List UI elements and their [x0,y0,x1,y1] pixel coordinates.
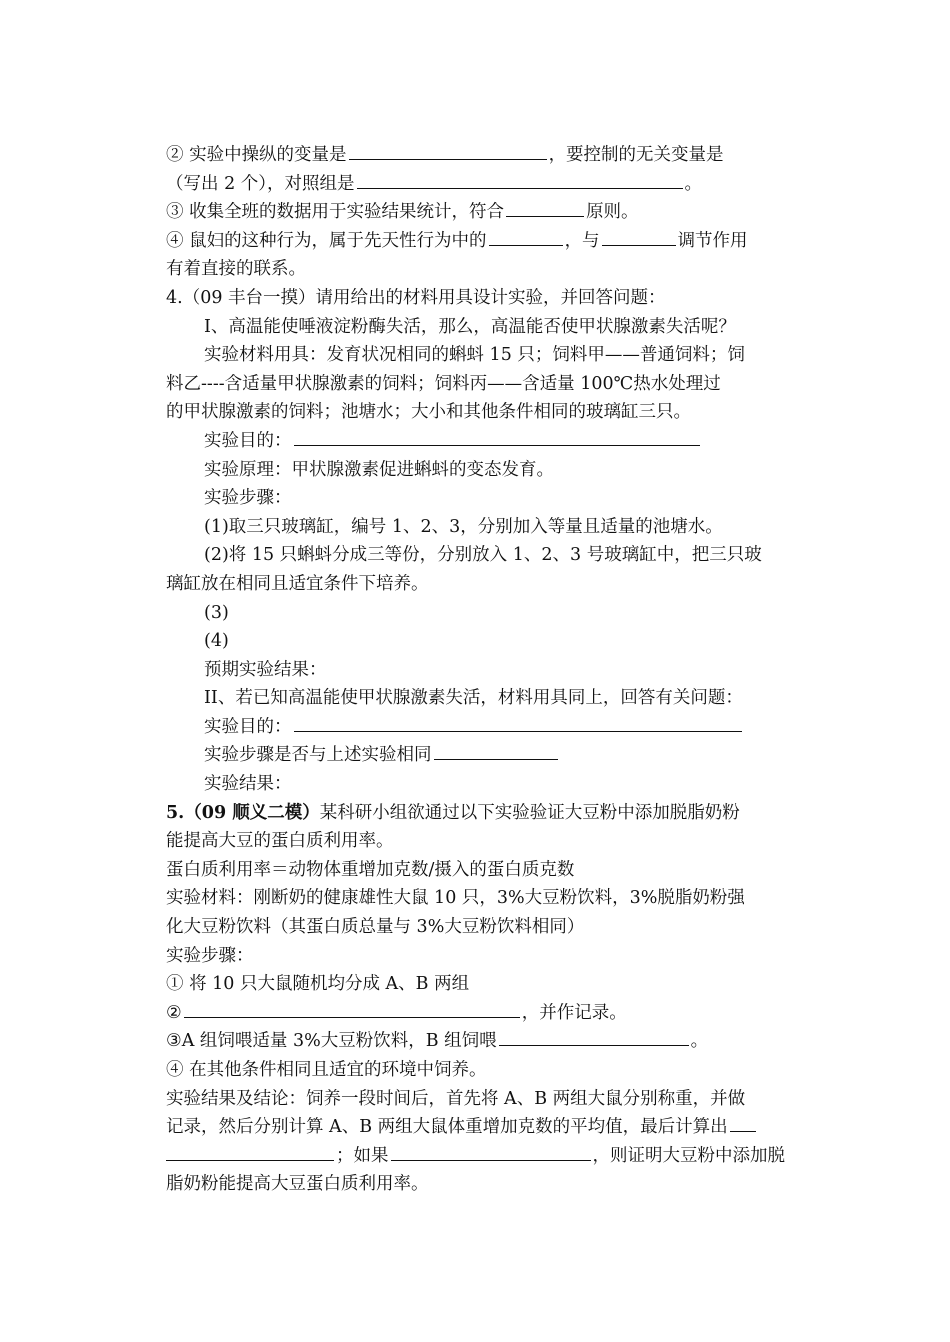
q4-materials-line2: 料乙----含适量甲状腺激素的饲料；饲料丙——含适量 100℃热水处理过 [166,373,721,394]
q4-principle: 实验原理：甲状腺激素促进蝌蚪的变态发育。 [204,459,554,480]
q4-results: 实验结果： [204,774,292,795]
q3-item3-text-b: 原则。 [586,202,639,223]
q3-item2-text-b: ，要控制的无关变量是 [548,145,724,165]
q4-purpose [166,427,786,456]
q5-step4: ④ 在其他条件相同且适宜的环境中饲养。 [166,1060,487,1080]
blank-q4-purpose2[interactable] [294,713,742,732]
q5-result-text: 记录，然后分别计算 A、B 两组大鼠体重增加克数的平均值，最后计算出 [166,1117,728,1138]
q5-step2 [166,999,786,1028]
blank-q5-step2[interactable] [184,999,520,1018]
q4-step1: (1)取三只玻璃缸，编号 1、2、3，分别加入等量且适量的池塘水。 [204,516,723,537]
q5-step3-end: 。 [690,1031,709,1052]
blank-q5-condition[interactable] [391,1142,591,1161]
q4-title: 4.（09 丰台一摸）请用给出的材料用具设计实验，并回答问题： [166,287,666,308]
q5-step3-text: ③A 组饲喂适量 3%大豆粉饮料，B 组饲喂 [166,1031,497,1052]
blank-q5-calc-part2[interactable] [166,1142,334,1161]
q4-same-steps-label: 实验步骤是否与上述实验相同 [204,745,432,766]
q3-item2-text-d: 。 [684,173,703,194]
blank-control-group[interactable] [357,170,683,189]
blank-behavior-type[interactable] [489,227,563,246]
q5-materials-line1: 实验材料：刚断奶的健康雄性大鼠 10 只，3%大豆粉饮料，3%脱脂奶粉强 [166,888,745,909]
q4-steps-label: 实验步骤： [204,488,292,509]
q5-result-line3 [166,1142,786,1171]
q4-step2-line1: (2)将 15 只蝌蚪分成三等份，分别放入 1、2、3 号玻璃缸中，把三只玻 [204,545,762,566]
q4-part2: II、若已知高温能使甲状腺激素失活，材料用具同上，回答有关问题： [204,688,743,709]
q5-result-line1: 实验结果及结论：饲养一段时间后，首先将 A、B 两组大鼠分别称重，并做 [166,1088,746,1109]
q3-item3 [166,198,786,227]
q4-materials-line3: 的甲状腺激素的饲料；池塘水；大小和其他条件相同的玻璃缸三只。 [166,402,691,423]
q5-steps-label: 实验步骤： [166,945,254,966]
blank-q5-step3[interactable] [499,1027,689,1046]
blank-q5-calc-part1[interactable] [730,1113,756,1132]
q5-title-line1 [166,799,786,828]
q3-item4-line1 [166,227,786,256]
q3-item4-text-c: 调节作用 [677,230,748,251]
q3-item4-text-d: 有着直接的联系。 [166,259,306,280]
q3-item2-text-c: （写出 2 个），对照组是 [166,173,355,194]
q5-step2-text: ，并作记录。 [521,1002,627,1023]
q4-materials-line1: 实验材料用具：发育状况相同的蝌蚪 15 只；饲料甲——普通饲料；饲 [204,345,745,366]
q4-purpose2 [166,713,786,742]
q3-item4-line2 [166,255,786,284]
q5-step1: ① 将 10 只大鼠随机均分成 A、B 两组 [166,974,470,995]
q4-expected-results: 预期实验结果： [204,659,327,680]
q3-item2-line1 [166,141,786,170]
q5-materials-line2: 化大豆粉饮料（其蛋白质总量与 3%大豆粉饮料相同） [166,917,585,938]
q3-item4-text: ④ 鼠妇的这种行为，属于先天性行为中的 [166,230,487,251]
q5-number: 5. [166,802,185,823]
blank-regulation[interactable] [602,227,676,246]
q3-item2-line2 [166,170,786,199]
q5-step2-marker: ② [166,1002,182,1023]
blank-q4-same-steps[interactable] [434,741,558,760]
q5-result-line4: 脂奶粉能提高大豆蛋白质利用率。 [166,1174,429,1195]
q4-part1: I、高温能使唾液淀粉酶失活，那么，高温能否使甲状腺激素失活呢？ [204,316,736,337]
document-page [166,141,786,1199]
q3-item2-text: ② 实验中操纵的变量是 [166,145,347,165]
q5-result-line2 [166,1113,786,1142]
q5-title-line2: 能提高大豆的蛋白质利用率。 [166,831,394,852]
q5-formula: 蛋白质利用率＝动物体重增加克数/摄入的蛋白质克数 [166,859,575,880]
blank-manipulated-variable[interactable] [349,141,547,160]
q5-source: （09 顺义二模） [184,802,320,823]
q3-item4-text-b: ，与 [564,230,600,251]
q4-purpose2-label: 实验目的： [204,716,292,737]
blank-q4-purpose[interactable] [294,427,700,446]
q4-same-steps [166,741,786,770]
q5-step3 [166,1027,786,1056]
q4-step3: (3) [204,602,229,623]
blank-principle[interactable] [506,198,584,217]
q4-purpose-label: 实验目的： [204,430,292,451]
q5-result-conclusion: ，则证明大豆粉中添加脱 [592,1145,785,1166]
q4-step2-line2: 璃缸放在相同且适宜条件下培养。 [166,573,429,594]
q3-item3-text: ③ 收集全班的数据用于实验结果统计，符合 [166,202,505,223]
q4-step4: (4) [204,631,229,652]
q5-result-if: ；如果 [336,1145,389,1166]
q5-title-text: 某科研小组欲通过以下实验验证大豆粉中添加脱脂奶粉 [319,802,740,823]
